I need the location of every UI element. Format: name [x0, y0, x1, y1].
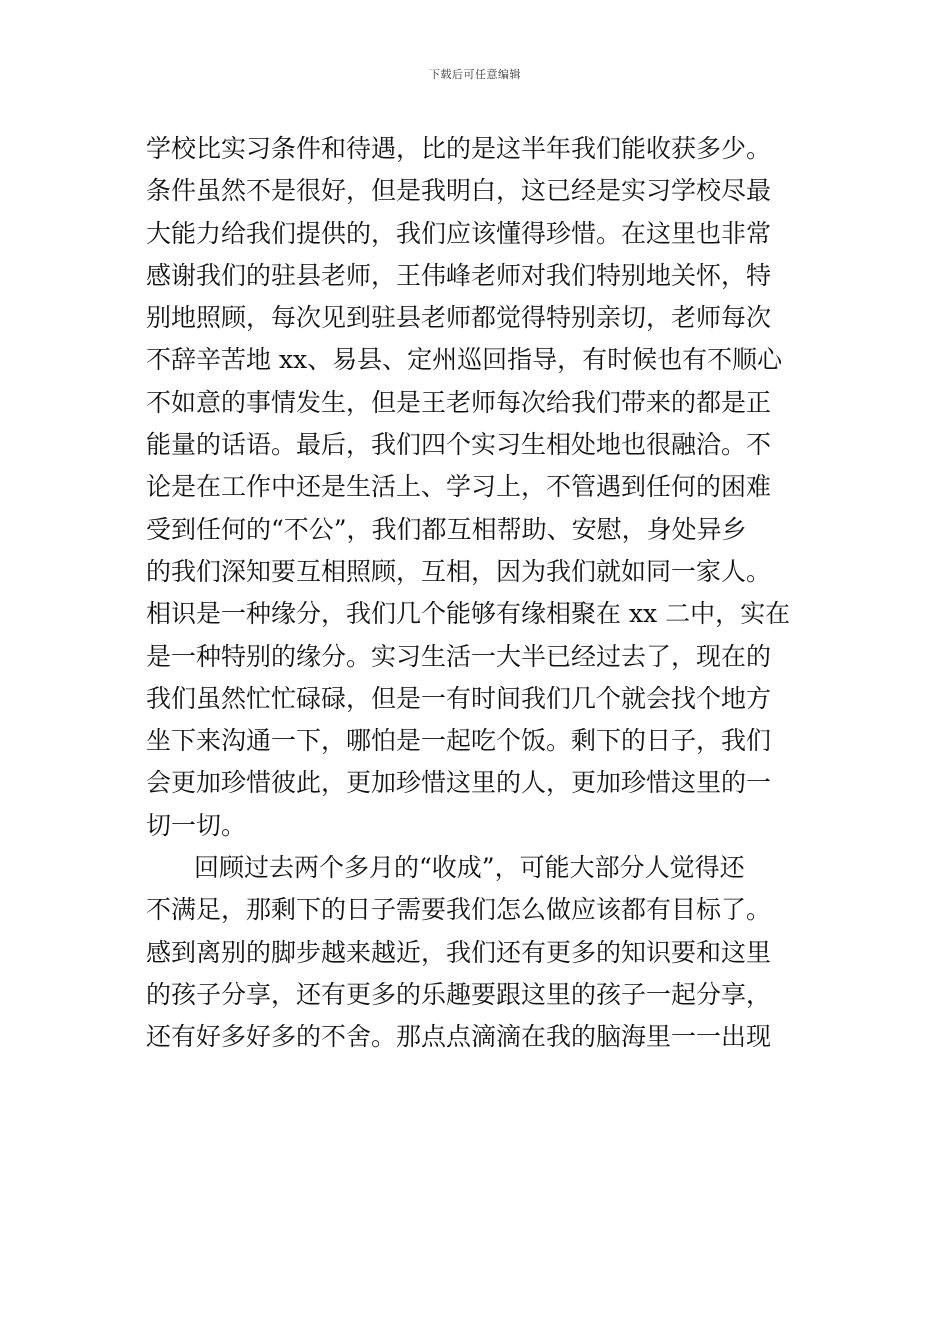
- text-line: 相识是一种缘分，我们几个能够有缘相聚在 xx 二中，实在: [146, 599, 791, 629]
- paragraph-first-line: 回顾过去两个多月的“收成”，可能大部分人觉得还: [194, 853, 745, 883]
- text-line: 大能力给我们提供的，我们应该懂得珍惜。在这里也非常: [146, 218, 772, 248]
- text-line: 能量的话语。最后，我们四个实习生相处地也很融洽。不: [146, 430, 772, 460]
- text-line: 的孩子分享，还有更多的乐趣要跟这里的孩子一起分享，: [146, 979, 772, 1009]
- text-line: 感到离别的脚步越来越近，我们还有更多的知识要和这里: [146, 937, 772, 967]
- text-line: 切一切。: [146, 810, 247, 840]
- text-line: 会更加珍惜彼此，更加珍惜这里的人，更加珍惜这里的一: [146, 768, 772, 798]
- text-line: 条件虽然不是很好，但是我明白，这已经是实习学校尽最: [146, 176, 772, 206]
- text-line: 我们虽然忙忙碌碌，但是一有时间我们几个就会找个地方: [146, 683, 772, 713]
- text-line: 别地照顾，每次见到驻县老师都觉得特别亲切，老师每次: [146, 303, 772, 333]
- text-line: 论是在工作中还是生活上、学习上，不管遇到任何的困难: [146, 472, 772, 502]
- text-line: 还有好多好多的不舍。那点点滴滴在我的脑海里一一出现: [146, 1022, 772, 1052]
- text-line: 学校比实习条件和待遇，比的是这半年我们能收获多少。: [146, 134, 772, 163]
- text-line: 不辞辛苦地 xx、易县、定州巡回指导，有时候也有不顺心: [146, 345, 783, 375]
- text-line: 不满足，那剩下的日子需要我们怎么做应该都有目标了。: [146, 895, 772, 925]
- text-line: 感谢我们的驻县老师，王伟峰老师对我们特别地关怀，特: [146, 260, 772, 290]
- text-line: 的我们深知要互相照顾，互相，因为我们就如同一家人。: [146, 556, 772, 586]
- text-line: 受到任何的“不公”，我们都互相帮助、安慰，身处异乡: [146, 514, 747, 544]
- text-line: 是一种特别的缘分。实习生活一大半已经过去了，现在的: [146, 641, 772, 671]
- text-line: 坐下来沟通一下，哪怕是一起吃个饭。剩下的日子，我们: [146, 726, 772, 756]
- body-text: [146, 128, 811, 1059]
- page-header: 下载后可任意编辑: [429, 68, 521, 81]
- text-line: 不如意的事情发生，但是王老师每次给我们带来的都是正: [146, 387, 772, 417]
